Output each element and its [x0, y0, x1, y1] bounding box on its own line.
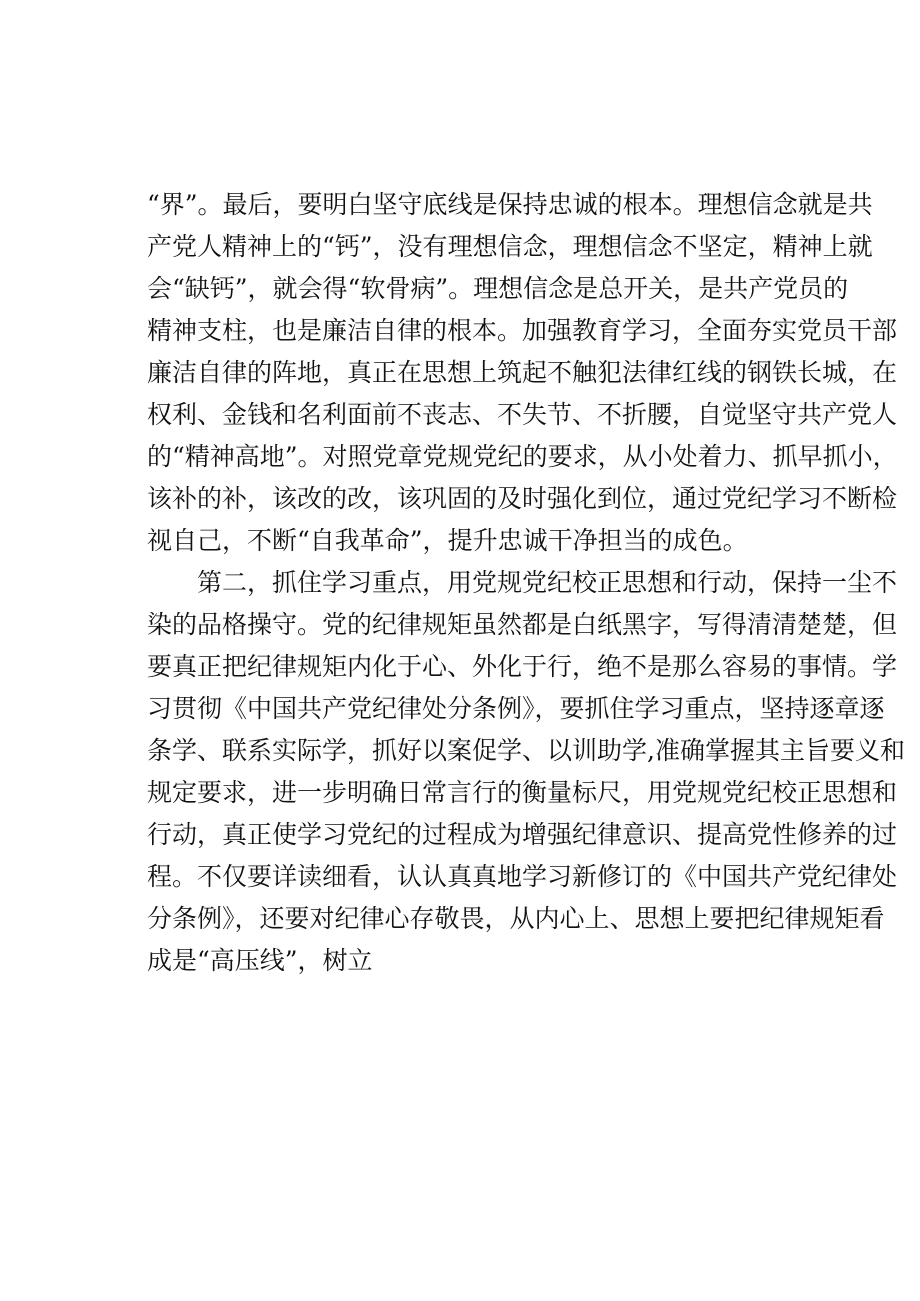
paragraph-line: “界”。最后，要明白坚守底线是保持忠诚的根本。理想信念就是共 — [147, 190, 873, 219]
paragraph-line: 条学、联系实际学，抓好以案促学、以训助学,准确掌握其主旨要义和 — [147, 736, 905, 765]
paragraph-line: 会“缺钙”，就会得“软骨病”。理想信念是总开关，是共产党员的 — [147, 274, 849, 303]
paragraph-2 — [147, 562, 905, 982]
paragraph-line: 分条例》，还要对纪律心存敬畏，从内心上、思想上要把纪律规矩看 — [147, 904, 885, 933]
paragraph-line: 的“精神高地”。对照党章党规党纪的要求，从小处着力、抓早抓小， — [147, 442, 898, 471]
paragraph-line: 习贯彻《中国共产党纪律处分条例》，要抓住学习重点，坚持逐章逐 — [147, 694, 885, 723]
paragraph-line: 廉洁自律的阵地，真正在思想上筑起不触犯法律红线的钢铁长城，在 — [147, 358, 898, 387]
paragraph-line: 权利、金钱和名利面前不丧志、不失节、不折腰，自觉坚守共产党人 — [147, 400, 898, 429]
paragraph-line: 视自己，不断“自我革命”，提升忠诚干净担当的成色。 — [147, 526, 748, 555]
paragraph-line: 成是“高压线”，树立 — [147, 946, 373, 975]
paragraph-line: 该补的补，该改的改，该巩固的及时强化到位，通过党纪学习不断检 — [147, 484, 898, 513]
paragraph-line: 染的品格操守。党的纪律规矩虽然都是白纸黑字，写得清清楚楚，但 — [147, 610, 898, 639]
paragraph-line: 要真正把纪律规矩内化于心、外化于行，绝不是那么容易的事情。学 — [147, 652, 898, 681]
paragraph-line: 程。不仅要详读细看，认认真真地学习新修订的《中国共产党纪律处 — [147, 862, 898, 891]
paragraph-line: 规定要求，进一步明确日常言行的衡量标尺，用党规党纪校正思想和 — [147, 778, 898, 807]
paragraph-1 — [147, 184, 898, 562]
paragraph-line: 产党人精神上的“钙”，没有理想信念，理想信念不坚定，精神上就 — [147, 232, 873, 261]
paragraph-line: 第二，抓住学习重点，用党规党纪校正思想和行动，保持一尘不 — [197, 568, 898, 597]
paragraph-line: 行动，真正使学习党纪的过程成为增强纪律意识、提高党性修养的过 — [147, 820, 898, 849]
paragraph-line: 精神支柱，也是廉洁自律的根本。加强教育学习，全面夯实党员干部 — [147, 316, 898, 345]
